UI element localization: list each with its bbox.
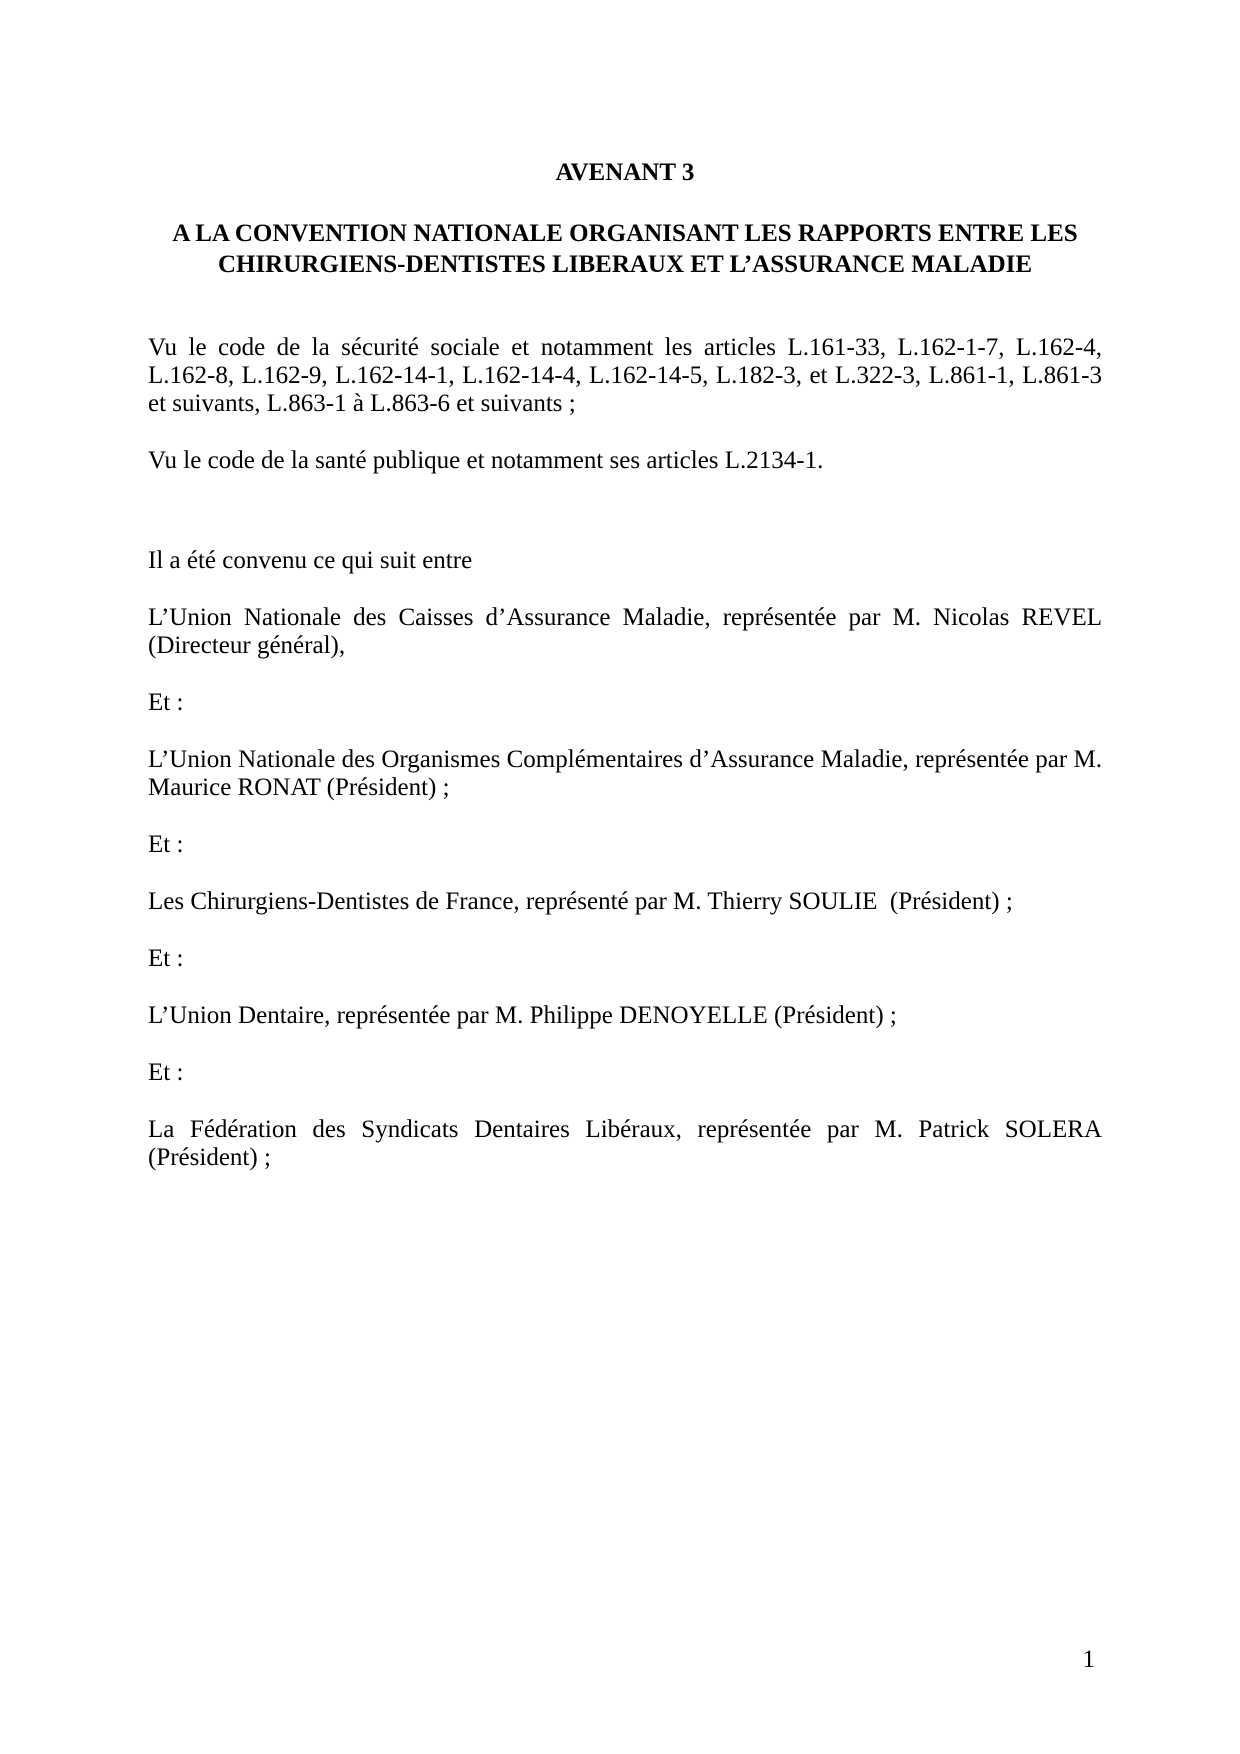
paragraph-union-dentaire-denoyelle: L’Union Dentaire, représentée par M. Philippe DENOYELLE (Président) ; — [148, 1002, 897, 1029]
paragraph-et-3: Et : — [148, 945, 184, 972]
paragraph-et-2: Et : — [148, 831, 184, 858]
paragraph-et-1: Et : — [148, 689, 184, 716]
paragraph-cdf-soulie: Les Chirurgiens-Dentistes de France, représenté par M. Thierry SOULIE (Président) ; — [148, 888, 1013, 915]
paragraph-et-4: Et : — [148, 1059, 184, 1086]
paragraph-visa-sante-publique: Vu le code de la santé publique et notamment ses articles L.2134-1. — [148, 447, 824, 474]
paragraph-uncam-revel: L’Union Nationale des Caisses d’Assurance Maladie, représentée par M. Nicolas REVEL (Directeur général), — [148, 604, 1102, 659]
paragraph-fsdl-solera: La Fédération des Syndicats Dentaires Libéraux, représentée par M. Patrick SOLERA (Président) ; — [148, 1116, 1102, 1171]
paragraph-unocam-ronat: L’Union Nationale des Organismes Complémentaires d’Assurance Maladie, représentée par M. Maurice RONAT (Président) ; — [148, 746, 1102, 801]
subtitle-line-2: CHIRURGIENS-DENTISTES LIBERAUX ET L’ASSURANCE MALADIE — [217, 251, 1033, 278]
document-title: AVENANT 3 — [555, 159, 695, 186]
document-subtitle — [148, 218, 1102, 280]
subtitle-line-1: A LA CONVENTION NATIONALE ORGANISANT LES RAPPORTS ENTRE LES — [172, 220, 1078, 247]
paragraph-visa-securite-sociale: Vu le code de la sécurité sociale et notamment les articles L.161-33, L.162-1-7, L.162-4, L.162-8, L.162-9, L.162-14-1, L.162-14-4, L.162-14-5, L.182-3, et L.322-3, L.861-1, L.861-3 et suivants, L.863-1 à L.863-6 et suivants ; — [148, 334, 1102, 417]
page-number: 1 — [1082, 1646, 1095, 1673]
paragraph-convenu-entre: Il a été convenu ce qui suit entre — [148, 547, 473, 574]
